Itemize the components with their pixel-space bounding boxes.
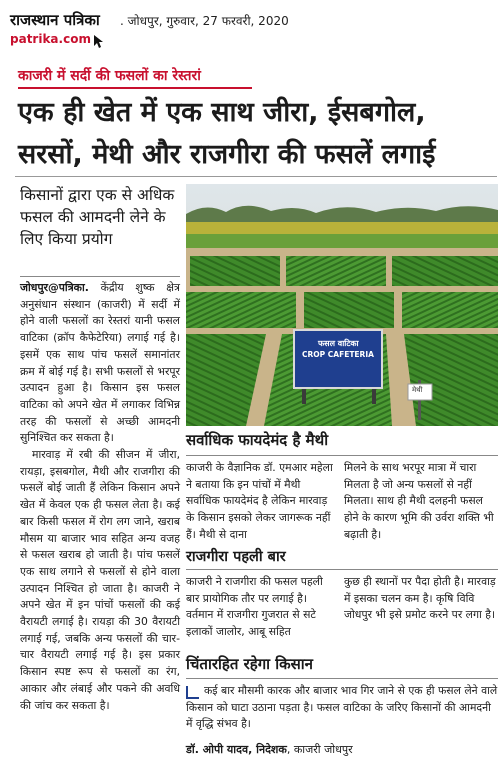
- edition-dateline: . जोधपुर, गुरुवार, 27 फरवरी, 2020: [120, 14, 289, 28]
- dateline-byline: जोधपुर@पत्रिका.: [20, 281, 89, 294]
- section-rajgira-col-2: कुछ ही स्थानों पर पैदा होती है। मारवाड़ में इसका चलन कम है। कृषि विवि जोधपुर भी इसे प्रमोट करने पर लगा है।: [344, 575, 496, 622]
- section-title-chintarahit: चिंतारहित रहेगा किसान: [186, 655, 314, 673]
- section-divider-2: [186, 569, 498, 570]
- headline-divider: [15, 176, 497, 177]
- plot-marker-sign: मेथी: [412, 386, 423, 394]
- section-methi-col-1: काजरी के वैज्ञानिक डॉ. एमआर महेला ने बताया कि इन पांचों में मैथी सर्वाधिक फायदेमंद है लेकिन मारवाड़ के किसान इसको लेकर जागरूक नहीं हैं। मैथी से दाना: [186, 461, 333, 541]
- subhead-divider: [20, 276, 180, 277]
- body-paragraph-1: [20, 280, 180, 447]
- kicker-underline: [18, 87, 252, 89]
- section-divider-1: [186, 455, 498, 456]
- section-quote: कई बार मौसमी कारक और बाजार भाव गिर जाने से एक ही फसल लेने वाले किसान को घाटा उठाना पड़ता है। फसल वाटिका के जरिए किसानों की आमदनी में वृद्धि संभव है।: [186, 684, 498, 731]
- headline-line-2: सरसों, मेथी और राजगीरा की फसलें लगाई: [18, 139, 436, 170]
- body-paragraph-1-text: केंद्रीय शुष्क क्षेत्र अनुसंधान संस्थान (काजरी) में सर्दी में होने वाली फसलों का रेस्तरां यानी फसल वाटिका (क्रॉप कैफेटेरिया) लगाई गई है। इसमें एक साथ पांच फसलें समानांतर क्रम में बोई गई है। सभी फसलों से भरपूर उत्पादन हुआ है। किसान इस फसल वाटिका को अपने खेत में लगाकर विभिन्न तरह की फसलों से अच्छी आमदनी सुनिश्चित कर सकता है।: [20, 281, 180, 445]
- signature-org: , काजरी जोधपुर: [286, 743, 353, 756]
- article-subhead: किसानों द्वारा एक से अधिक फसल की आमदनी लेने के लिए किया प्रयोग: [20, 186, 175, 248]
- article-kicker: काजरी में सर्दी की फसलों का रेस्तरां: [18, 68, 201, 84]
- section-divider-3: [186, 678, 498, 679]
- sign-board-hindi: फसल वाटिका: [318, 339, 359, 348]
- sign-board-english: CROP CAFETERIA: [302, 350, 374, 359]
- section-title-rajgira: राजगीरा पहली बार: [186, 549, 286, 565]
- article-headline: [18, 92, 498, 176]
- signature-name: डॉ. ओपी यादव, निदेशक: [186, 743, 287, 756]
- crop-cafeteria-photo: [186, 184, 498, 426]
- website-link[interactable]: patrika.com: [10, 32, 91, 46]
- headline-line-1: एक ही खेत में एक साथ जीरा, ईसबगोल,: [18, 97, 426, 128]
- quote-signature: [186, 742, 353, 757]
- article-body: [20, 280, 180, 714]
- section-title-methi: सर्वाधिक फायदेमंद है मैथी: [186, 431, 329, 449]
- section-rajgira-col-1: काजरी ने राजगीरा की फसल पहली बार प्रायोगिक तौर पर लगाई है। वर्तमान में राजगीरा गुजरात से सटे इलाकों जालोर, आबू सहित: [186, 575, 323, 639]
- newspaper-name: राजस्थान पत्रिका: [10, 11, 100, 29]
- section-methi-col-2: मिलने के साथ भरपूर मात्रा में चारा मिलता है जो अन्य फसलों से नहीं मिलता। साथ ही मैथी दलहनी फसल होने के कारण भूमि की उर्वरा शक्ति भी बढ़ाती है।: [344, 461, 494, 541]
- body-paragraph-2: मारवाड़ में रबी की सीजन में जीरा, रायड़ा, इसबगोल, मैथी और राजगीरा की फसलें बोई जाती हैं लेकिन किसान अपने खेत में केवल एक ही फसल लेता है। कई बार किसी फसल में रोग लग जाने, खराब मौसम या बाजार भाव सहित अन्य वजह से फसल खराब हो जाती है। पांच फसलें एक साथ लगाने से फसलों से होने वाला उत्पादन निश्चित हो जाता है। काजरी ने अपने खेत में इन पांचों फसलों की कई वैरायटी लगाई है। रायड़ा की 30 वैरायटी लगाई गई, जबकि अन्य फसलों की चार-चार वैरायटी लगाई गई है। इस प्रकार किसान स्पष्ट रूप से फसलों का रंग, आकार और लंबाई और पकने की अवधि की जांच कर सकता है।: [20, 448, 180, 712]
